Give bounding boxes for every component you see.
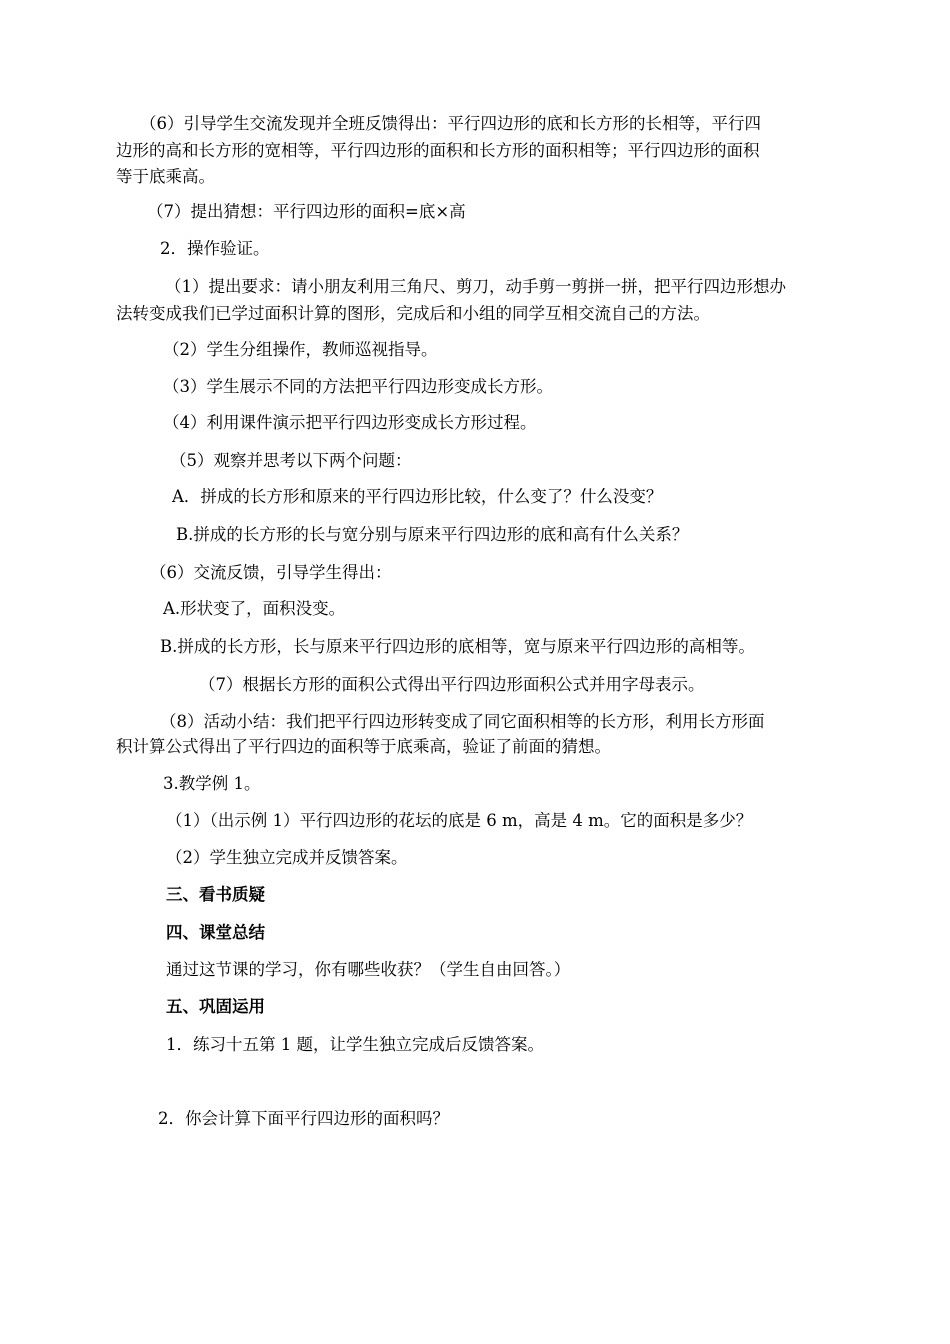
paragraph-line: 通过这节课的学习，你有哪些收获？（学生自由回答。）	[166, 960, 571, 979]
paragraph-line: （3）学生展示不同的方法把平行四边形变成长方形。	[163, 377, 553, 396]
paragraph-line: （7）根据长方形的面积公式得出平行四边形面积公式并用字母表示。	[199, 675, 705, 694]
paragraph-line: （5）观察并思考以下两个问题：	[170, 451, 412, 470]
paragraph-line: 积计算公式得出了平行四边的面积等于底乘高，验证了前面的猜想。	[116, 737, 611, 756]
paragraph-line: （6）引导学生交流发现并全班反馈得出：平行四边形的底和长方形的长相等，平行四	[140, 114, 761, 133]
paragraph-line: （8）活动小结：我们把平行四边形转变成了同它面积相等的长方形，利用长方形面	[160, 712, 765, 731]
section-heading: 三、看书质疑	[166, 885, 265, 904]
paragraph-line: （1）提出要求：请小朋友利用三角尺、剪刀，动手剪一剪拼一拼，把平行四边形想办	[165, 277, 786, 296]
section-heading: 五、巩固运用	[166, 997, 265, 1016]
paragraph-line: （4）利用课件演示把平行四边形变成长方形过程。	[163, 413, 537, 432]
paragraph-line: （2）学生分组操作，教师巡视指导。	[163, 340, 438, 359]
paragraph-line: （6）交流反馈，引导学生得出：	[150, 563, 392, 582]
paragraph-line: 1．练习十五第 1 题，让学生独立完成后反馈答案。	[166, 1035, 544, 1054]
paragraph-line: （2）学生独立完成并反馈答案。	[166, 848, 408, 867]
paragraph-line: B.拼成的长方形的长与宽分别与原来平行四边形的底和高有什么关系？	[176, 525, 689, 544]
paragraph-line: A.形状变了，面积没变。	[163, 599, 346, 618]
section-heading: 2．操作验证。	[160, 239, 270, 258]
paragraph-line: 2．你会计算下面平行四边形的面积吗？	[158, 1109, 449, 1128]
section-heading: 3.教学例 1。	[163, 774, 261, 793]
paragraph-line: 等于底乘高。	[116, 167, 215, 186]
paragraph-line: B.拼成的长方形，长与原来平行四边形的底相等，宽与原来平行四边形的高相等。	[160, 637, 755, 656]
paragraph-line: 法转变成我们已学过面积计算的图形，完成后和小组的同学互相交流自己的方法。	[116, 304, 710, 323]
paragraph-line: （7）提出猜想：平行四边形的面积=底×高	[147, 202, 466, 221]
paragraph-line: 边形的高和长方形的宽相等，平行四边形的面积和长方形的面积相等；平行四边形的面积	[116, 141, 760, 160]
section-heading: 四、课堂总结	[166, 923, 265, 942]
paragraph-line: （1）（出示例 1）平行四边形的花坛的底是 6 m，高是 4 m。它的面积是多少？	[166, 811, 753, 830]
paragraph-line: A．拼成的长方形和原来的平行四边形比较，什么变了？什么没变？	[172, 487, 663, 506]
